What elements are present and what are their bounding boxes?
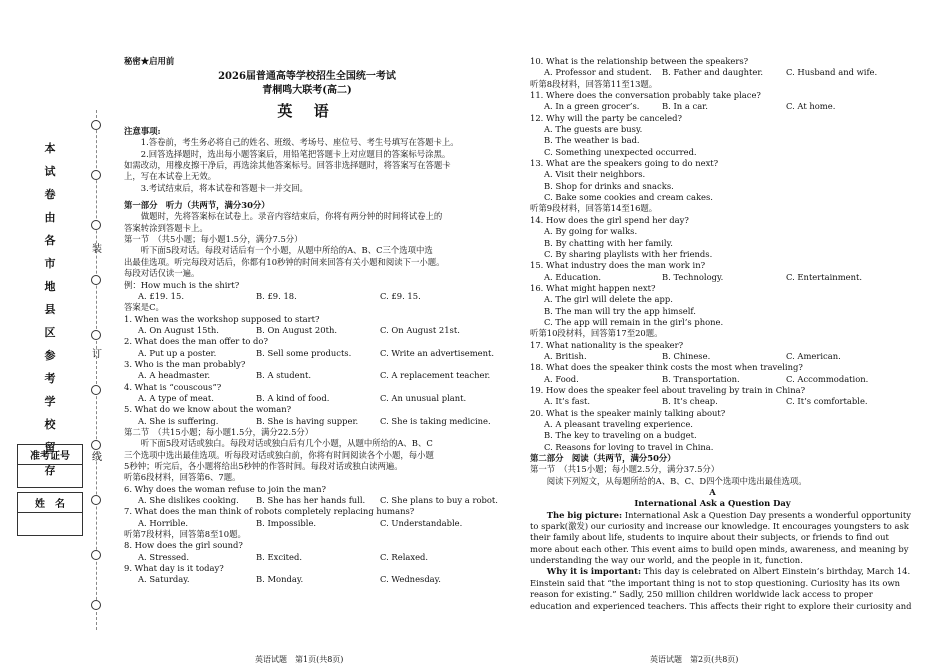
option: B. Excited. — [256, 551, 303, 562]
part2-heading: 第二部分 阅读（共两节，满分50分） — [530, 453, 676, 464]
paragraph-lead: Why it is important: — [546, 566, 642, 577]
option: C. Wednesday. — [380, 574, 441, 585]
option: C. Accommodation. — [786, 373, 869, 384]
question: 16. What might happen next? — [530, 282, 656, 293]
exam-title: 2026届普通高等学校招生全国统一考试 — [218, 71, 396, 83]
seal-char: 订 — [92, 349, 102, 360]
part1-heading: 第一部分 听力（共两节，满分30分） — [124, 200, 270, 211]
margin-char: 地 — [44, 280, 56, 293]
option: A. Horrible. — [138, 517, 189, 528]
option: C. She is taking medicine. — [380, 415, 491, 426]
margin-char: 卷 — [44, 188, 56, 201]
option: B. She is having supper. — [256, 415, 359, 426]
options-row — [124, 393, 490, 404]
passage-line: Einstein said that “the important thing is not to stop questioning. Curiosity has its own — [530, 577, 901, 588]
name-field[interactable] — [17, 492, 83, 536]
option: A. Put up a poster. — [138, 347, 217, 358]
exam-id-field[interactable] — [17, 444, 83, 488]
binding-hole — [91, 495, 101, 505]
question-list — [530, 56, 895, 453]
section1-intro: 每段对话仅读一遍。 — [124, 268, 200, 279]
question: 13. What are the speakers going to do next? — [530, 158, 719, 169]
part1-intro: 做题时，先将答案标在试卷上。录音内容结束后，你将有两分钟的时间将试卷上的 — [140, 211, 443, 222]
passage-line: education and experienced teachers. This affects their right to explore their curiosity and — [530, 600, 912, 611]
option: A. Visit their neighbors. — [544, 169, 646, 180]
option: B. The weather is bad. — [544, 135, 640, 146]
passage-letter: A — [709, 487, 716, 498]
question: 15. What industry does the man work in? — [530, 260, 706, 271]
binding-hole — [91, 385, 101, 395]
binding-hole — [91, 330, 101, 340]
options-row — [530, 101, 895, 112]
passage-line — [530, 509, 911, 521]
page-footer-left: 英语试题 第1页(共8页) — [255, 655, 344, 664]
note-line: 2.回答选择题时，选出每小题答案后，用铅笔把答题卡上对应题目的答案标号涂黑。 — [140, 148, 451, 159]
margin-char: 学 — [44, 395, 56, 408]
option: B. The man will try the app himself. — [544, 305, 696, 316]
option: A. By going for walks. — [544, 226, 638, 237]
binding-margin — [0, 0, 115, 672]
option: A. A type of meat. — [138, 392, 214, 403]
option: C. At home. — [786, 101, 836, 112]
option: A. £19. 15. — [138, 290, 185, 301]
subject-title: 英 语 — [277, 102, 337, 121]
option: C. The app will remain in the girl’s phone. — [544, 316, 724, 327]
page-footer-right: 英语试题 第2页(共8页) — [650, 655, 739, 664]
reading-intro: 阅读下列短文，从每题所给的A、B、C、D四个选项中选出最佳选项。 — [546, 475, 807, 486]
option: C. Husband and wife. — [786, 67, 878, 78]
section1-intro: 听下面5段对话。每段对话后有一个小题，从题中所给的A、B、C三个选项中选 — [140, 245, 433, 256]
passage-line: to spark(激发) our curiosity and increase our knowledge. It encourages youngsters to ask — [530, 521, 909, 532]
option: C. Entertainment. — [786, 271, 863, 282]
option: C. A replacement teacher. — [380, 370, 491, 381]
option: A. A headmaster. — [138, 370, 211, 381]
option: A. Saturday. — [138, 574, 190, 585]
question: 17. What nationality is the speaker? — [530, 339, 684, 350]
option: B. £9. 18. — [256, 290, 297, 301]
question: 6. Why does the woman refuse to join the man? — [124, 483, 326, 494]
question: 12. Why will the party be canceled? — [530, 112, 682, 123]
option: B. The key to traveling on a budget. — [544, 430, 697, 441]
question: 5. What do we know about the woman? — [124, 404, 292, 415]
question: 19. How does the speaker feel about traveling by train in China? — [530, 384, 806, 395]
material-note: 听第10段材料，回答第17至20题。 — [530, 328, 663, 339]
margin-char: 市 — [44, 257, 56, 270]
option: A. She is suffering. — [138, 415, 219, 426]
option: A. Education. — [544, 271, 602, 282]
question: 8. How does the girl sound? — [124, 540, 243, 551]
options-row — [124, 552, 490, 563]
option: C. American. — [786, 350, 841, 361]
paragraph-lead: The big picture: — [546, 509, 623, 520]
option: B. It’s cheap. — [662, 396, 718, 407]
material-note: 听第8段材料，回答第11至13题。 — [530, 78, 658, 89]
material-note: 听第7段材料，回答第8至10题。 — [124, 529, 246, 540]
note-line: 上，写在本试卷上无效。 — [124, 171, 217, 182]
margin-char: 考 — [44, 372, 56, 385]
exam-id-box[interactable] — [18, 465, 82, 487]
option: A. Professor and student. — [544, 67, 652, 78]
binding-hole — [91, 220, 101, 230]
question: 9. What day is it today? — [124, 563, 224, 574]
option: B. Impossible. — [256, 517, 317, 528]
options-row — [124, 370, 490, 381]
exam-subtitle: 青桐鸣大联考(高二) — [262, 84, 352, 96]
option: C. Relaxed. — [380, 551, 429, 562]
option: C. By sharing playlists with her friends. — [544, 248, 713, 259]
binding-hole — [91, 120, 101, 130]
section2-intro: 5秒钟；听完后，各小题将给出5秒钟的作答时间。每段对话或独白读两遍。 — [124, 461, 403, 471]
passage-line — [530, 566, 911, 577]
margin-char: 试 — [44, 165, 56, 178]
option: A. Stressed. — [138, 551, 190, 562]
margin-char: 县 — [44, 303, 56, 316]
option: B. In a car. — [662, 101, 708, 112]
options-row — [124, 416, 490, 427]
notes-title: 注意事项: — [124, 126, 161, 137]
option: A. It’s fast. — [544, 396, 591, 407]
note-line: 1.答卷前，考生务必将自己的姓名、班级、考场号、座位号、考生号填写在答题卡上。 — [140, 137, 459, 148]
passage-text: This day is celebrated on Albert Einstein’s birthday, March 14. — [641, 566, 911, 577]
right-column — [530, 56, 912, 612]
options-row — [124, 325, 490, 336]
option: C. Something unexpected occurred. — [544, 146, 697, 157]
option: C. £9. 15. — [380, 290, 421, 301]
options-row — [530, 396, 895, 407]
question: 20. What is the speaker mainly talking about? — [530, 407, 726, 418]
reading-section-heading: 第一节 （共15小题；每小题2.5分，满分37.5分） — [530, 464, 720, 475]
passage-line: their family about life, students to inquire about their subjects, or friends to find out — [530, 532, 889, 543]
question: 3. Who is the man probably? — [124, 358, 246, 369]
example-question: 例：How much is the shirt? — [124, 279, 240, 290]
example-options — [124, 291, 490, 302]
question: 14. How does the girl spend her day? — [530, 214, 689, 225]
option: B. Chinese. — [662, 350, 711, 361]
option: B. On August 20th. — [256, 324, 338, 335]
option: A. Food. — [544, 373, 579, 384]
question: 2. What does the man offer to do? — [124, 336, 268, 347]
options-row — [530, 272, 895, 283]
question: 4. What is “couscous”? — [124, 381, 222, 392]
options-row — [124, 574, 490, 585]
option: C. On August 21st. — [380, 324, 460, 335]
option: B. Transportation. — [662, 373, 740, 384]
option: C. Bake some cookies and cream cakes. — [544, 192, 713, 203]
example-answer: 答案是C。 — [124, 302, 164, 313]
question: 11. Where does the conversation probably take place? — [530, 90, 761, 101]
option: C. An unusual plant. — [380, 392, 467, 403]
passage-line: more about each other. This event aims to build open minds, awareness, and meaning by — [530, 543, 909, 554]
passage-text: International Ask a Question Day presents a wonderful opportunity — [622, 509, 911, 520]
question: 7. What does the man think of robots completely replacing humans? — [124, 506, 415, 517]
option: B. She has her hands full. — [256, 495, 366, 506]
question: 10. What is the relationship between the speakers? — [530, 56, 749, 66]
section2-intro: 三个选项中选出最佳选项。听每段对话或独白前，你将有时间阅读各个小题，每小题 — [124, 449, 434, 460]
binding-hole — [91, 170, 101, 180]
margin-char: 存 — [44, 464, 56, 477]
option: B. Technology. — [662, 271, 724, 282]
binding-hole — [91, 550, 101, 560]
note-line: 如需改动，用橡皮擦干净后，再选涂其他答案标号。回答非选择题时，将答案写在答题卡 — [124, 160, 451, 171]
material-note: 听第9段材料，回答第14至16题。 — [530, 203, 658, 214]
exam-id-label: 准考证号 — [18, 445, 82, 465]
option: A. A pleasant traveling experience. — [544, 419, 693, 429]
option: C. Reasons for loving to travel in China. — [544, 441, 714, 452]
section1-intro: 出最佳选项。听完每段对话后，你都有10秒钟的时间来回答有关小题和阅读下一小题。 — [124, 256, 445, 267]
option: C. She plans to buy a robot. — [380, 495, 498, 506]
name-label: 姓 名 — [18, 493, 82, 513]
option: A. In a green grocer’s. — [544, 101, 640, 112]
section2-intro: 听下面5段对话或独白。每段对话或独白后有几个小题，从题中所给的A、B、C — [140, 438, 433, 449]
options-row — [530, 67, 895, 78]
margin-char: 由 — [44, 211, 56, 224]
option: A. She dislikes cooking. — [138, 495, 239, 506]
option: B. A student. — [256, 370, 311, 381]
option: C. It’s comfortable. — [786, 396, 868, 407]
option: C. Write an advertisement. — [380, 347, 495, 358]
material-note: 听第6段材料，回答第6、7题。 — [124, 472, 241, 483]
option: A. On August 15th. — [138, 324, 219, 335]
option: B. Shop for drinks and snacks. — [544, 180, 674, 191]
part1-intro: 答案转涂到答题卡上。 — [124, 222, 208, 233]
margin-char: 区 — [44, 326, 56, 339]
option: B. Monday. — [256, 574, 304, 585]
secret-label: 秘密★启用前 — [124, 56, 175, 66]
margin-char: 各 — [44, 234, 56, 247]
options-row — [124, 347, 495, 359]
margin-char: 本 — [44, 142, 56, 155]
options-row — [124, 518, 490, 529]
section1-heading: 第一节 （共5小题；每小题1.5分，满分7.5分） — [124, 234, 303, 245]
margin-char: 留 — [44, 441, 56, 454]
seal-char: 装 — [92, 244, 102, 255]
left-column — [124, 56, 498, 586]
option: B. Father and daughter. — [662, 67, 764, 78]
options-row — [124, 495, 498, 506]
passage-title: International Ask a Question Day — [634, 498, 791, 509]
option: A. British. — [544, 350, 587, 361]
option: B. Sell some products. — [256, 347, 352, 358]
question: 1. When was the workshop supposed to start? — [124, 313, 320, 324]
question: 18. What does the speaker think costs the most when traveling? — [530, 362, 803, 373]
name-box[interactable] — [18, 513, 82, 535]
option: B. By chatting with her family. — [544, 237, 673, 248]
seal-char: 线 — [92, 452, 102, 463]
option: C. Understandable. — [380, 517, 463, 528]
passage-line: reason for existing.” Sadly, 250 million children worldwide lack access to proper — [530, 589, 873, 600]
passage-line: understanding the way our world, and the people in it, function. — [530, 555, 803, 566]
margin-char: 校 — [44, 418, 56, 431]
option: A. The guests are busy. — [544, 124, 643, 135]
option: B. A kind of food. — [256, 392, 330, 403]
binding-hole — [91, 600, 101, 610]
section2-heading: 第二节 （共15小题；每小题1.5分，满分22.5分） — [124, 426, 314, 437]
binding-hole — [91, 275, 101, 285]
margin-char: 参 — [44, 349, 56, 362]
note-line: 3.考试结束后，将本试卷和答题卡一并交回。 — [140, 182, 308, 193]
options-row — [530, 374, 895, 385]
options-row — [530, 351, 895, 362]
option: A. The girl will delete the app. — [544, 294, 673, 305]
